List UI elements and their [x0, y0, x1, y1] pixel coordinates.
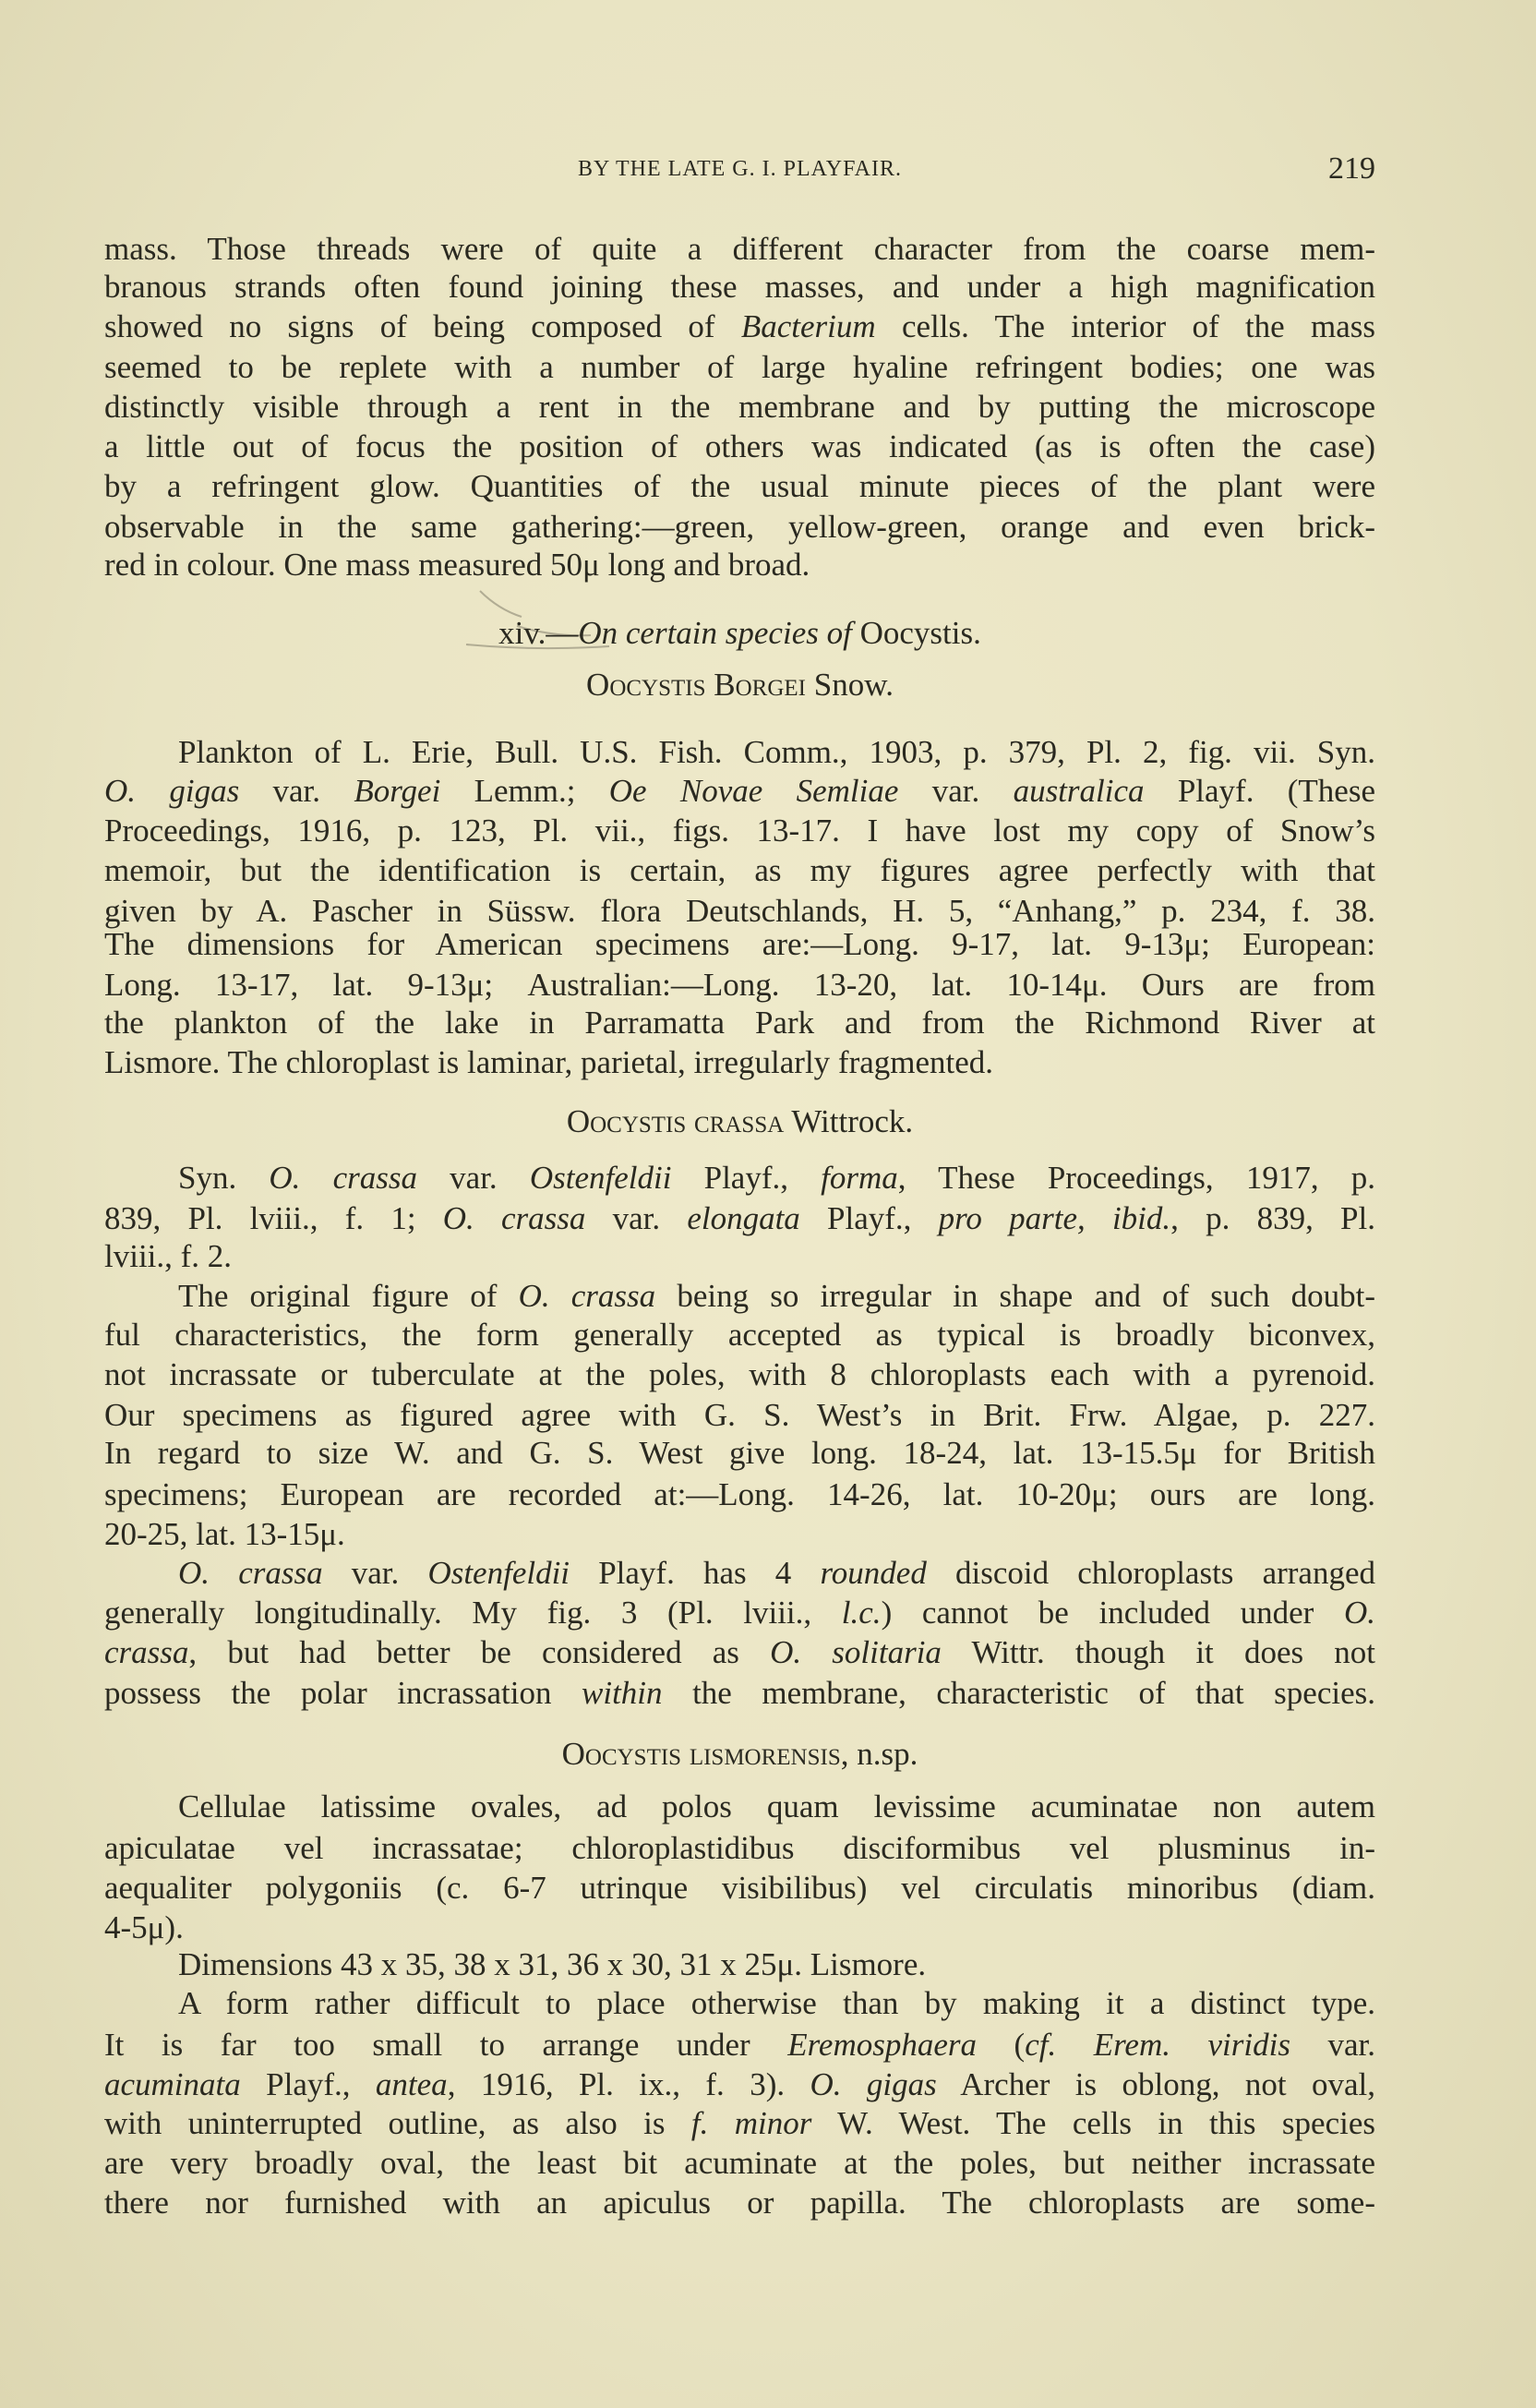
text-line [104, 2183, 1375, 2223]
small-caps-text: Oocystis crassa [566, 1102, 785, 1139]
text-span: red in colour. One mass measured 50μ long and broad. [104, 547, 810, 584]
text-span: cells. The interior of the mass [875, 308, 1375, 345]
text-span: Wittrock. [784, 1102, 914, 1139]
text-line [104, 1158, 1375, 1198]
text-span: A form rather difficult to place otherwise than by making it a distinct type. [178, 1984, 1375, 2021]
text-span: given by A. Pascher in Süssw. flora Deutschlands, H. 5, “Anhang,” p. 234, f. 38. [104, 892, 1375, 929]
text-span: Cellulae latissime ovales, ad polos quam levissime acuminatae non autem [178, 1788, 1375, 1824]
italic-text: O. [1343, 1595, 1375, 1631]
text-line [104, 1433, 1375, 1474]
section-heading [104, 1734, 1375, 1775]
text-line [104, 1236, 1375, 1277]
text-span: var. [239, 772, 354, 809]
text-line [104, 771, 1375, 812]
text-line [104, 466, 1375, 507]
text-line [104, 2025, 1375, 2065]
text-span: the membrane, characteristic of that species. [662, 1674, 1375, 1711]
text-line [104, 850, 1375, 891]
text-span: W. West. The cells in this species [811, 2104, 1375, 2141]
text-span: Playf., [240, 2066, 376, 2103]
text-span: 839, Pl. lviii., f. 1; [104, 1199, 443, 1236]
text-line [104, 1944, 1375, 1985]
italic-text: within [582, 1674, 663, 1711]
text-span: The original figure of [178, 1278, 519, 1315]
text-line [104, 307, 1375, 347]
text-span: apiculatae vel incrassatae; chloroplastidibus disciformibus vel plusminus in- [104, 1829, 1375, 1866]
italic-text: antea [375, 2066, 448, 2103]
text-span: Wittr. though it does not [941, 1634, 1375, 1671]
text-span: Archer is oblong, not oval, [936, 2066, 1375, 2103]
text-line [104, 2065, 1375, 2105]
italic-text: l.c. [841, 1595, 882, 1631]
text-span: memoir, but the identification is certain, as my figures agree perfectly with that [104, 852, 1375, 889]
small-caps-text: Oocystis Borgei [586, 667, 806, 704]
text-span: by a refringent glow. Quantities of the usual minute pieces of the plant were [104, 468, 1375, 505]
italic-text: Eremosphaera [787, 2026, 977, 2063]
text-line [104, 1354, 1375, 1395]
text-span: Playf. (These [1144, 772, 1375, 809]
italic-text: rounded [820, 1554, 927, 1591]
text-line [104, 1395, 1375, 1436]
text-span: In regard to size W. and G. S. West give long. 18-24, lat. 13-15.5μ for British [104, 1435, 1375, 1472]
text-span: Lismore. The chloroplast is laminar, parietal, irregularly fragmented. [104, 1044, 994, 1081]
text-line [104, 1787, 1375, 1827]
italic-text: O. gigas [104, 772, 240, 809]
text-span: ( [977, 2026, 1026, 2063]
page-header [104, 149, 1375, 189]
text-span: , but had better be considered as [188, 1634, 771, 1671]
text-span: , p. 839, Pl. [1170, 1199, 1375, 1236]
text-span: Playf., [799, 1199, 939, 1236]
text-span: Proceedings, 1916, p. 123, Pl. vii., figs. 13-17. I have lost my copy of Snow’s [104, 813, 1375, 849]
italic-text: O. crassa [269, 1160, 417, 1197]
text-span: , 1916, Pl. ix., f. 3). [447, 2066, 810, 2103]
text-span: Oocystis. [851, 614, 981, 651]
text-line [104, 387, 1375, 427]
text-span: mass. Those threads were of quite a different character from the coarse mem- [104, 230, 1375, 267]
text-span: discoid chloroplasts arranged [926, 1554, 1375, 1591]
text-span: , These Proceedings, 1917, p. [897, 1160, 1375, 1197]
italic-text: Ostenfeldii [529, 1160, 672, 1197]
text-span: Our specimens as figured agree with G. S. West’s in Brit. Frw. Algae, p. 227. [104, 1396, 1375, 1433]
italic-text: O. gigas [810, 2066, 937, 2103]
italic-text: Ostenfeldii [427, 1554, 570, 1591]
italic-text: O. crassa [178, 1554, 323, 1591]
italic-text: O. crassa [442, 1199, 586, 1236]
small-caps-text: Oocystis lismorensis [561, 1736, 841, 1773]
text-span: Playf. has 4 [570, 1554, 821, 1591]
text-line [104, 1198, 1375, 1239]
text-line [104, 427, 1375, 467]
text-line [104, 507, 1375, 548]
running-head: BY THE LATE G. I. PLAYFAIR. [577, 157, 902, 181]
text-span: are very broadly oval, the least bit acuminate at the poles, but neither incrassate [104, 2144, 1375, 2181]
text-span: there nor furnished with an apiculus or papilla. The chloroplasts are some- [104, 2185, 1375, 2221]
text-span: lviii., f. 2. [104, 1238, 233, 1275]
text-line [104, 1673, 1375, 1714]
text-line [104, 965, 1375, 1005]
text-line [104, 1632, 1375, 1673]
text-span: being so irregular in shape and of such doubt- [655, 1278, 1375, 1315]
text-span: distinctly visible through a rent in the membrane and by putting the microscope [104, 388, 1375, 425]
text-span: showed no signs of being composed of [104, 308, 741, 345]
text-span: aequaliter polygoniis (c. 6-7 utrinque visibilibus) vel circulatis minoribus (diam. [104, 1870, 1375, 1907]
italic-text: crassa [104, 1634, 189, 1671]
italic-text: f. minor [690, 2104, 812, 2141]
text-span: Plankton of L. Erie, Bull. U.S. Fish. Comm., 1903, p. 379, Pl. 2, fig. vii. Syn. [178, 734, 1375, 771]
text-span: var. [322, 1554, 428, 1591]
text-line [104, 811, 1375, 851]
text-span: 20-25, lat. 13-15μ. [104, 1516, 345, 1553]
section-heading [104, 1102, 1375, 1142]
text-span: seemed to be replete with a number of large hyaline refringent bodies; one was [104, 348, 1375, 385]
text-span: var. [1290, 2026, 1376, 2063]
italic-text: pro parte, ibid. [938, 1199, 1171, 1236]
text-span: Playf., [671, 1160, 822, 1197]
italic-text: Borgei [354, 772, 441, 809]
text-span: not incrassate or tuberculate at the poles, with 8 chloroplasts each with a pyrenoid. [104, 1356, 1375, 1393]
text-span: , n.sp. [840, 1736, 918, 1773]
italic-text: forma [821, 1160, 898, 1197]
italic-text: elongata [687, 1199, 800, 1236]
text-span: specimens; European are recorded at:—Long. 14-26, lat. 10-20μ; ours are long. [104, 1476, 1375, 1513]
text-span: ful characteristics, the form generally accepted as typical is broadly biconvex, [104, 1317, 1375, 1354]
text-span: ) cannot be included under [881, 1595, 1344, 1631]
text-line [104, 267, 1375, 307]
text-line [104, 1514, 1375, 1555]
italic-text: O. crassa [518, 1278, 656, 1315]
text-line [104, 1315, 1375, 1355]
text-line [104, 924, 1375, 965]
text-span: with uninterrupted outline, as also is [104, 2104, 691, 2141]
text-span: Syn. [178, 1160, 270, 1197]
text-span: the plankton of the lake in Parramatta Park and from the Richmond River at [104, 1005, 1375, 1041]
italic-text: Oe Novae Semliae [608, 772, 899, 809]
italic-text: On certain species of [578, 614, 852, 651]
text-span: generally longitudinally. My fig. 3 (Pl. lviii., [104, 1595, 842, 1631]
text-line [104, 1003, 1375, 1043]
text-span: Lemm.; [440, 772, 609, 809]
text-line [104, 545, 1375, 585]
text-line [104, 1042, 1375, 1083]
text-line [104, 229, 1375, 270]
text-span: Long. 13-17, lat. 9-13μ; Australian:—Long. 13-20, lat. 10-14μ. Ours are from [104, 966, 1375, 1003]
text-line [104, 1983, 1375, 2024]
text-line [104, 732, 1375, 773]
text-span: possess the polar incrassation [104, 1674, 582, 1711]
text-line [104, 1553, 1375, 1594]
page-number: 219 [1328, 151, 1375, 186]
text-span: var. [898, 772, 1014, 809]
text-span: var. [416, 1160, 530, 1197]
section-heading [104, 665, 1375, 705]
italic-text: australica [1013, 772, 1145, 809]
text-span: 4-5μ). [104, 1909, 184, 1946]
italic-text: Bacterium [740, 308, 876, 345]
text-span: observable in the same gathering:—green, yellow-green, orange and even brick- [104, 508, 1375, 545]
text-line [104, 2143, 1375, 2184]
text-line [104, 1593, 1375, 1633]
text-span: Dimensions 43 x 35, 38 x 31, 36 x 30, 31 x 25μ. Lismore. [178, 1946, 927, 1983]
text-span: var. [585, 1199, 688, 1236]
italic-text: O. solitaria [770, 1634, 942, 1671]
text-line [104, 1828, 1375, 1869]
text-span: xiv.— [498, 614, 579, 651]
text-span: The dimensions for American specimens are:—Long. 9-17, lat. 9-13μ; European: [104, 926, 1375, 963]
text-line [104, 1908, 1375, 1948]
italic-text: acuminata [104, 2066, 241, 2103]
text-line [104, 1475, 1375, 1515]
text-line [104, 1276, 1375, 1317]
text-span: branous strands often found joining these masses, and under a high magnification [104, 269, 1375, 306]
text-line [104, 347, 1375, 388]
text-line [104, 2103, 1375, 2144]
text-span: It is far too small to arrange under [104, 2026, 788, 2063]
text-span: a little out of focus the position of others was indicated (as is often the case) [104, 428, 1375, 465]
text-span: Snow. [805, 667, 894, 704]
section-heading [104, 613, 1375, 654]
italic-text: cf. Erem. viridis [1025, 2026, 1290, 2063]
text-line [104, 1868, 1375, 1908]
